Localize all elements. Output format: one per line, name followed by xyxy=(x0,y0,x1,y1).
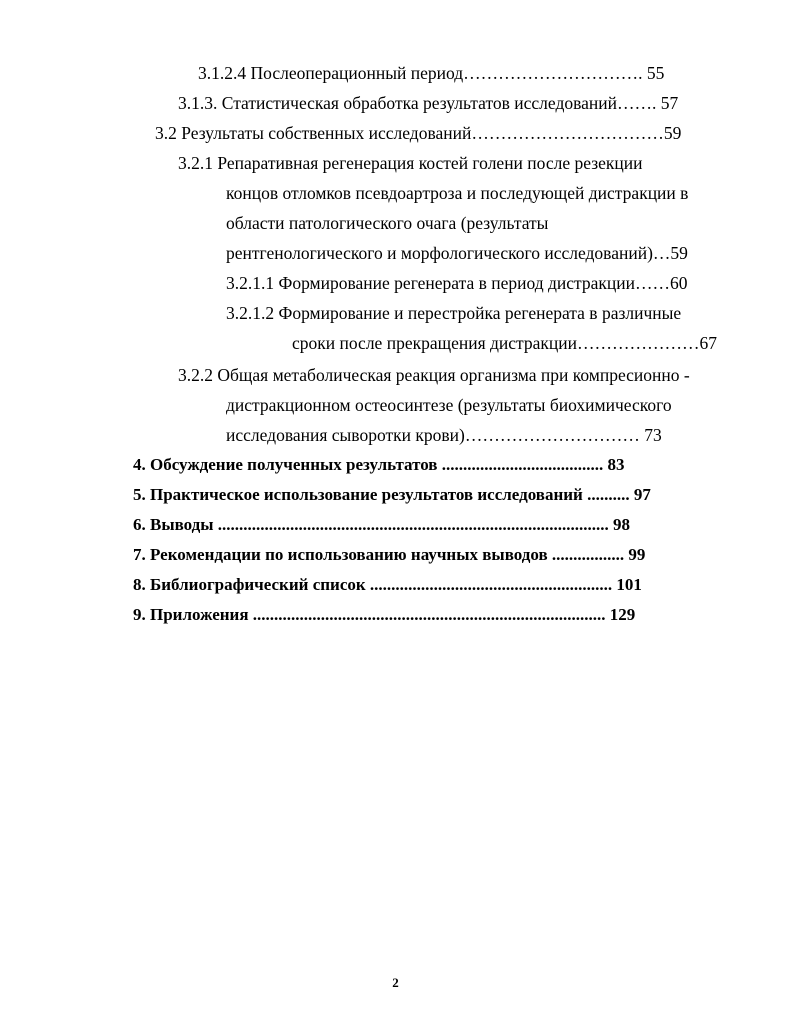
toc-item-3-2-1-line4: рентгенологического и морфологического исследований)…59 xyxy=(226,243,688,263)
toc-item-3-2-1-2-line1: 3.2.1.2 Формирование и перестройка регенерата в различные xyxy=(226,303,682,323)
toc-item-3-2: 3.2 Результаты собственных исследований……………………………59 xyxy=(155,123,682,143)
toc-item-3-2-1-line2: концов отломков псевдоартроза и последующей дистракции в xyxy=(226,183,689,203)
toc-item-4: 4. Обсуждение полученных результатов ...................................... 83 xyxy=(133,455,625,474)
toc-item-9: 9. Приложения ................................................................................... 129 xyxy=(133,605,636,624)
toc-item-3-2-1-line1: 3.2.1 Репаративная регенерация костей голени после резекции xyxy=(178,153,643,173)
toc-item-3-2-1-2-line2: сроки после прекращения дистракции…………………67 xyxy=(292,333,718,353)
toc-item-3-2-2-line3: исследования сыворотки крови)………………………… 73 xyxy=(226,425,662,445)
toc-item-3-2-1-1: 3.2.1.1 Формирование регенерата в период дистракции……60 xyxy=(226,273,688,293)
toc-item-3-2-1-line3: области патологического очага (результаты xyxy=(226,213,549,233)
toc-item-3-1-2-4: 3.1.2.4 Послеоперационный период…………………………. 55 xyxy=(198,63,665,83)
toc-item-8: 8. Библиографический список ......................................................... 101 xyxy=(133,575,642,594)
toc-item-5: 5. Практическое использование результатов исследований .......... 97 xyxy=(133,485,651,504)
toc-item-3-2-2-line2: дистракционном остеосинтезе (результаты биохимического xyxy=(226,395,672,415)
toc-item-6: 6. Выводы ............................................................................................ 98 xyxy=(133,515,631,534)
page-number: 2 xyxy=(392,975,399,990)
toc-item-3-2-2-line1: 3.2.2 Общая метаболическая реакция организма при компресионно - xyxy=(178,365,690,385)
toc-item-3-1-3: 3.1.3. Статистическая обработка результатов исследований……. 57 xyxy=(178,93,679,113)
toc-item-7: 7. Рекомендации по использованию научных выводов ................. 99 xyxy=(133,545,646,564)
